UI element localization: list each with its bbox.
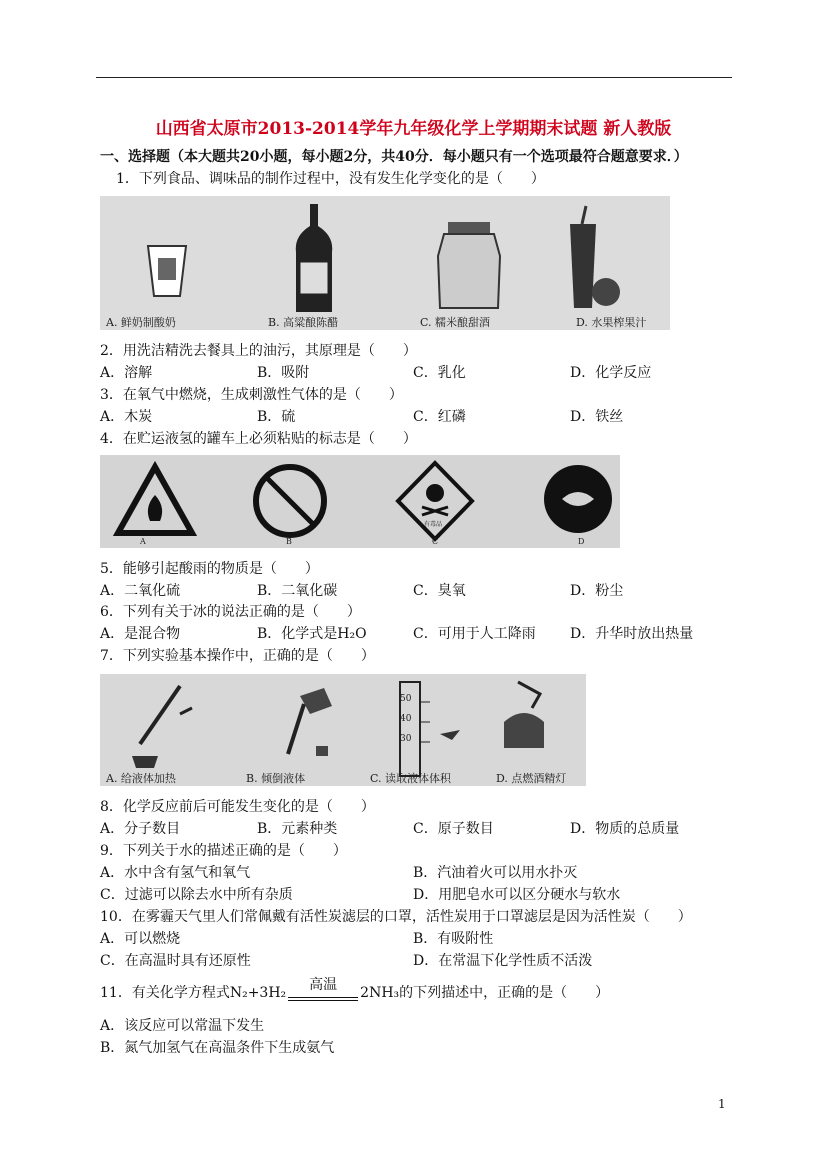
q5-option-d: D．粉尘	[570, 583, 624, 599]
page-title: 山西省太原市2013-2014学年九年级化学上学期期末试题 新人教版	[155, 119, 672, 139]
q1-label-b: B. 高粱酿陈醋	[268, 316, 339, 329]
q7-scale-50: 50	[400, 694, 412, 704]
q1-illustrations	[100, 196, 670, 330]
yogurt-label-icon	[158, 258, 176, 280]
q11-condition: 高温	[309, 977, 338, 993]
q6-option-c: C．可用于人工降雨	[413, 626, 536, 642]
q10-option-b: B．有吸附性	[413, 931, 494, 947]
q1-figure	[100, 196, 670, 330]
q11-equation-rhs: 2NH₃	[360, 985, 400, 1001]
q9-option-d: D．用肥皂水可以区分硬水与软水	[413, 887, 621, 903]
test-tube-icon	[140, 686, 180, 744]
fruit-icon	[592, 278, 620, 306]
section-heading: 一、选择题（本大题共20小题，每小题2分，共40分．每小题只有一个选项最符合题意要求．）	[100, 149, 688, 165]
q10-option-d: D．在常温下化学性质不活泼	[413, 953, 593, 969]
question-5-stem: 5．能够引起酸雨的物质是（ ）	[100, 561, 319, 577]
jar-lid-icon	[448, 222, 490, 234]
question-2-stem: 2．用洗洁精洗去餐具上的油污，其原理是（ ）	[100, 343, 417, 359]
q11-stem-prefix: 11．有关化学方程式	[100, 985, 230, 1001]
q7-figure	[100, 674, 586, 786]
q4-c-badge: 有毒品	[424, 521, 443, 528]
q7-scale-40: 40	[400, 714, 412, 724]
q3-option-c: C．红磷	[413, 409, 466, 425]
lamp-flame-icon	[518, 682, 540, 708]
q8-option-d: D．物质的总质量	[570, 821, 680, 837]
q2-option-d: D．化学反应	[570, 365, 652, 381]
q2-option-b: B．吸附	[257, 365, 310, 381]
straw-icon	[582, 206, 586, 224]
q8-option-c: C．原子数目	[413, 821, 494, 837]
q7-label-a: A. 给液体加热	[106, 772, 176, 785]
question-8-stem: 8．化学反应前后可能发生变化的是（ ）	[100, 799, 375, 815]
q4-hazard-signs	[100, 455, 620, 548]
question-6-stem: 6．下列有关于冰的说法正确的是（ ）	[100, 604, 361, 620]
reagent-bottle-icon	[300, 688, 332, 714]
bottle-label-icon	[300, 262, 328, 294]
q3-option-a: A．木炭	[100, 409, 153, 425]
page-number: 1	[718, 1097, 726, 1111]
question-9-stem: 9．下列关于水的描述正确的是（ ）	[100, 843, 347, 859]
q1-label-d: D. 水果榨果汁	[576, 316, 647, 329]
q8-option-b: B．元素种类	[257, 821, 338, 837]
question-11-stem	[100, 977, 610, 1002]
vinegar-bottle-icon	[296, 204, 332, 312]
q7-label-b: B. 倾倒液体	[246, 772, 306, 785]
q6-option-a: A．是混合物	[100, 626, 181, 642]
q10-option-c: C．在高温时具有还原性	[100, 953, 251, 969]
rice-wine-jar-icon	[438, 234, 500, 308]
q11-option-a: A．该反应可以常温下发生	[100, 1018, 265, 1034]
flame-icon	[148, 495, 162, 521]
q9-option-b: B．汽油着火可以用水扑灭	[413, 865, 578, 881]
eye-icon	[440, 730, 460, 740]
q11-equation-lhs: N₂+3H₂	[229, 985, 287, 1001]
prohibition-slash-icon	[266, 477, 314, 525]
tube-holder-icon	[180, 708, 192, 714]
q6-option-b: B．化学式是H₂O	[257, 626, 367, 642]
question-7-stem: 7．下列实验基本操作中，正确的是（ ）	[100, 648, 375, 664]
q4-label-c: C	[432, 537, 439, 546]
q9-option-a: A．水中含有氢气和氧气	[100, 865, 251, 881]
q9-option-c: C．过滤可以除去水中所有杂质	[100, 887, 293, 903]
question-10-stem: 10．在雾霾天气里人们常佩戴有活性炭滤层的口罩，活性炭用于口罩滤层是因为活性炭（ ）	[100, 909, 692, 925]
q7-label-c: C. 读取液体体积	[370, 772, 452, 785]
q4-label-d: D	[578, 537, 585, 546]
bottle-stopper-icon	[316, 746, 328, 756]
q7-label-d: D. 点燃酒精灯	[496, 772, 567, 785]
q4-figure	[100, 455, 620, 548]
q4-label-b: B	[286, 537, 292, 546]
q11-stem-suffix: 的下列描述中，正确的是（ ）	[399, 985, 610, 1001]
juice-glass-icon	[570, 224, 596, 308]
alcohol-lamp-icon	[132, 756, 158, 768]
q5-option-b: B．二氧化碳	[257, 583, 338, 599]
q2-option-c: C．乳化	[413, 365, 466, 381]
q4-label-a: A	[140, 537, 146, 546]
q3-option-b: B．硫	[257, 409, 296, 425]
q5-option-a: A．二氧化硫	[100, 583, 181, 599]
lit-lamp-icon	[504, 713, 544, 748]
header-rule	[96, 77, 732, 78]
q5-option-c: C．臭氧	[413, 583, 466, 599]
q1-label-c: C. 糯米酿甜酒	[420, 316, 491, 329]
skull-icon	[426, 484, 444, 502]
question-3-stem: 3．在氧气中燃烧，生成刺激性气体的是（ ）	[100, 387, 403, 403]
q3-option-d: D．铁丝	[570, 409, 624, 425]
q1-label-a: A. 鲜奶制酸奶	[106, 316, 176, 329]
reaction-arrow	[288, 977, 358, 1000]
q11-option-b: B．氮气加氢气在高温条件下生成氨气	[100, 1040, 335, 1056]
question-4-stem: 4．在贮运液氢的罐车上必须粘贴的标志是（ ）	[100, 431, 417, 447]
question-1-stem: 1．下列食品、调味品的制作过程中，没有发生化学变化的是（ ）	[116, 171, 545, 187]
q10-option-a: A．可以燃烧	[100, 931, 181, 947]
q8-option-a: A．分子数目	[100, 821, 181, 837]
q7-scale-30: 30	[400, 734, 412, 744]
q6-option-d: D．升华时放出热量	[570, 626, 694, 642]
q2-option-a: A．溶解	[100, 365, 153, 381]
receiving-tube-icon	[288, 704, 304, 754]
